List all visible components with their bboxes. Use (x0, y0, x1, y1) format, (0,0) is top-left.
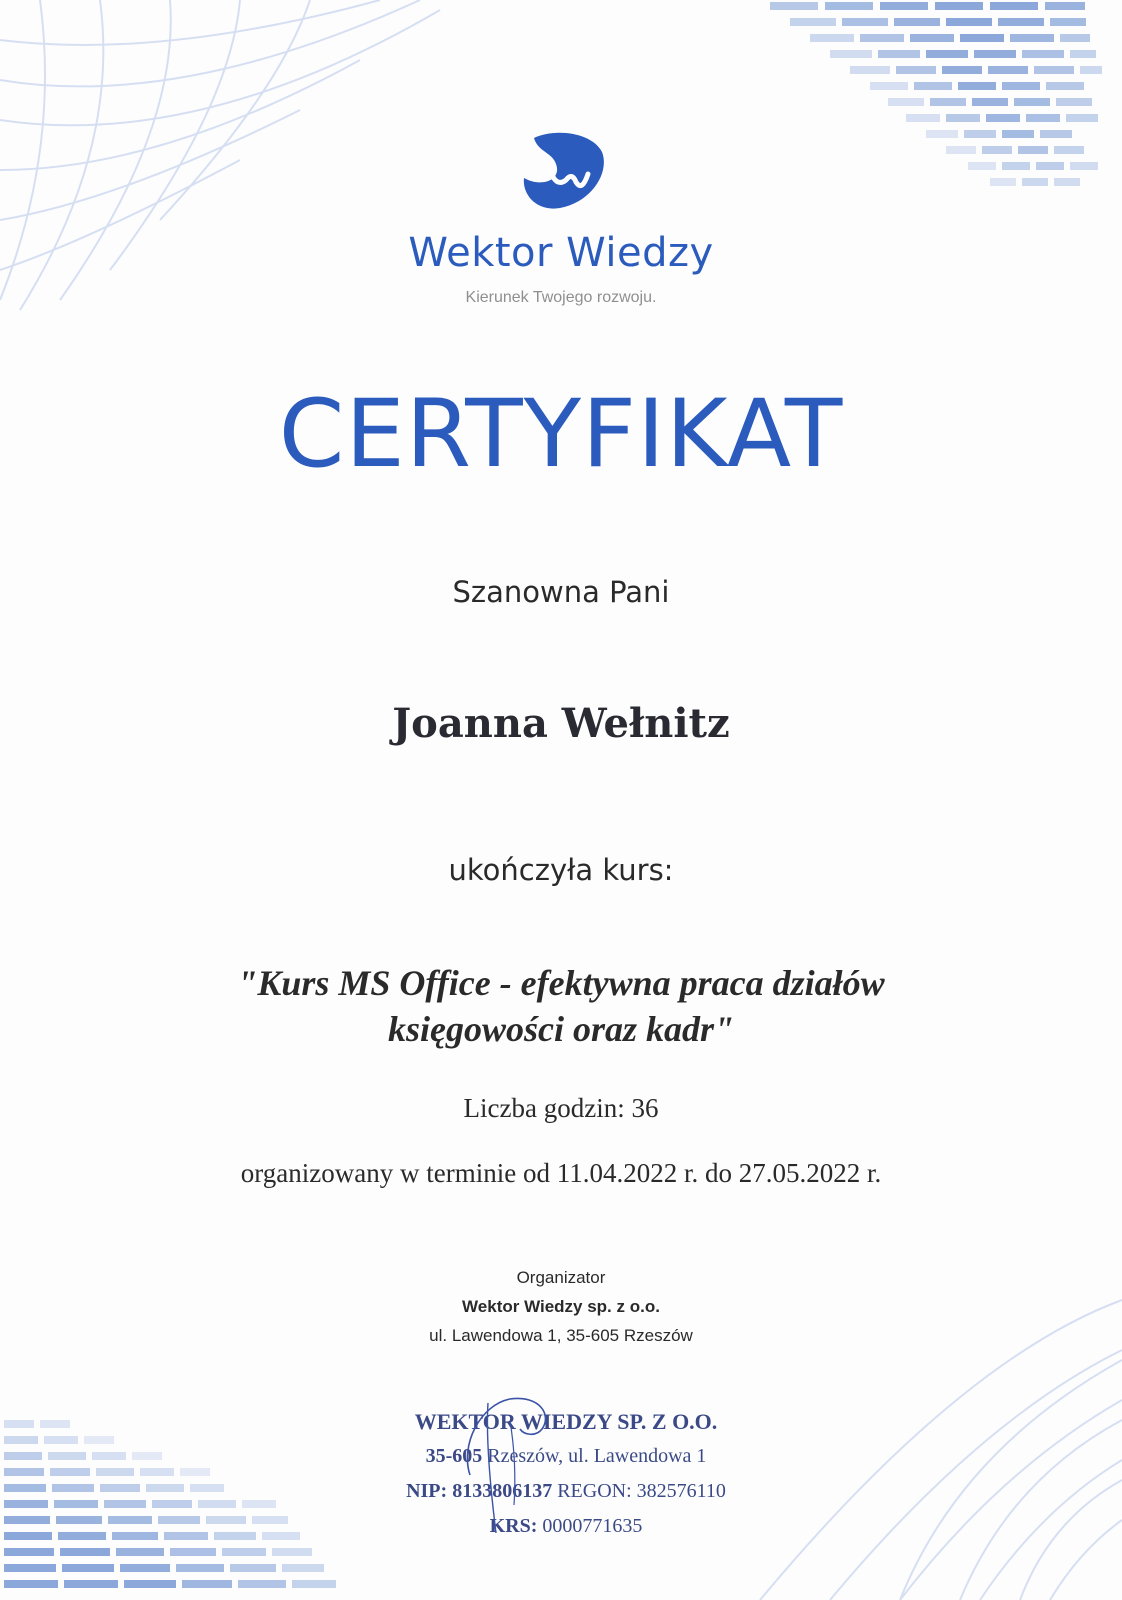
recipient-name: Joanna Wełnitz (392, 700, 730, 747)
course-title (0, 960, 1122, 1052)
course-title-line-2: księgowości oraz kadr" (387, 1009, 734, 1049)
stamp-company-name: WEKTOR WIEDZY SP. Z O.O. (414, 1409, 718, 1434)
top-right-bar-pattern (770, 2, 1102, 186)
course-title-line-1: "Kurs MS Office - efektywna praca działów (237, 963, 885, 1003)
stamp-postal-code: 35-605 (425, 1445, 483, 1467)
organizer-name: Wektor Wiedzy sp. z o.o. (462, 1297, 660, 1316)
brand-tagline: Kierunek Twojego rozwoju. (465, 289, 657, 306)
certificate-title: CERTYFIKAT (278, 380, 844, 489)
stamp-nip-label: NIP: (406, 1480, 448, 1502)
course-hours: Liczba godzin: 36 (463, 1093, 659, 1123)
stamp-krs-label: KRS: (489, 1515, 538, 1537)
brand-name: Wektor Wiedzy (408, 230, 714, 276)
handwritten-signature-icon (440, 1385, 580, 1535)
stamp-regon-label: REGON: (557, 1480, 632, 1502)
course-period: organizowany w terminie od 11.04.2022 r. do 27.05.2022 r. (240, 1158, 882, 1188)
organizer-address: ul. Lawendowa 1, 35-605 Rzeszów (429, 1326, 693, 1345)
wektor-wiedzy-logo-icon (520, 130, 606, 212)
salutation: Szanowna Pani (452, 575, 670, 609)
completed-course-text: ukończyła kurs: (448, 853, 674, 887)
stamp-nip: 8133806137 (452, 1480, 553, 1502)
stamp-krs: 0000771635 (542, 1515, 643, 1537)
organizer-label: Organizator (516, 1268, 606, 1287)
bottom-left-bar-pattern (4, 1420, 336, 1588)
stamp-regon: 382576110 (636, 1480, 726, 1502)
stamp-city-street: Rzeszów, ul. Lawendowa 1 (487, 1445, 707, 1467)
